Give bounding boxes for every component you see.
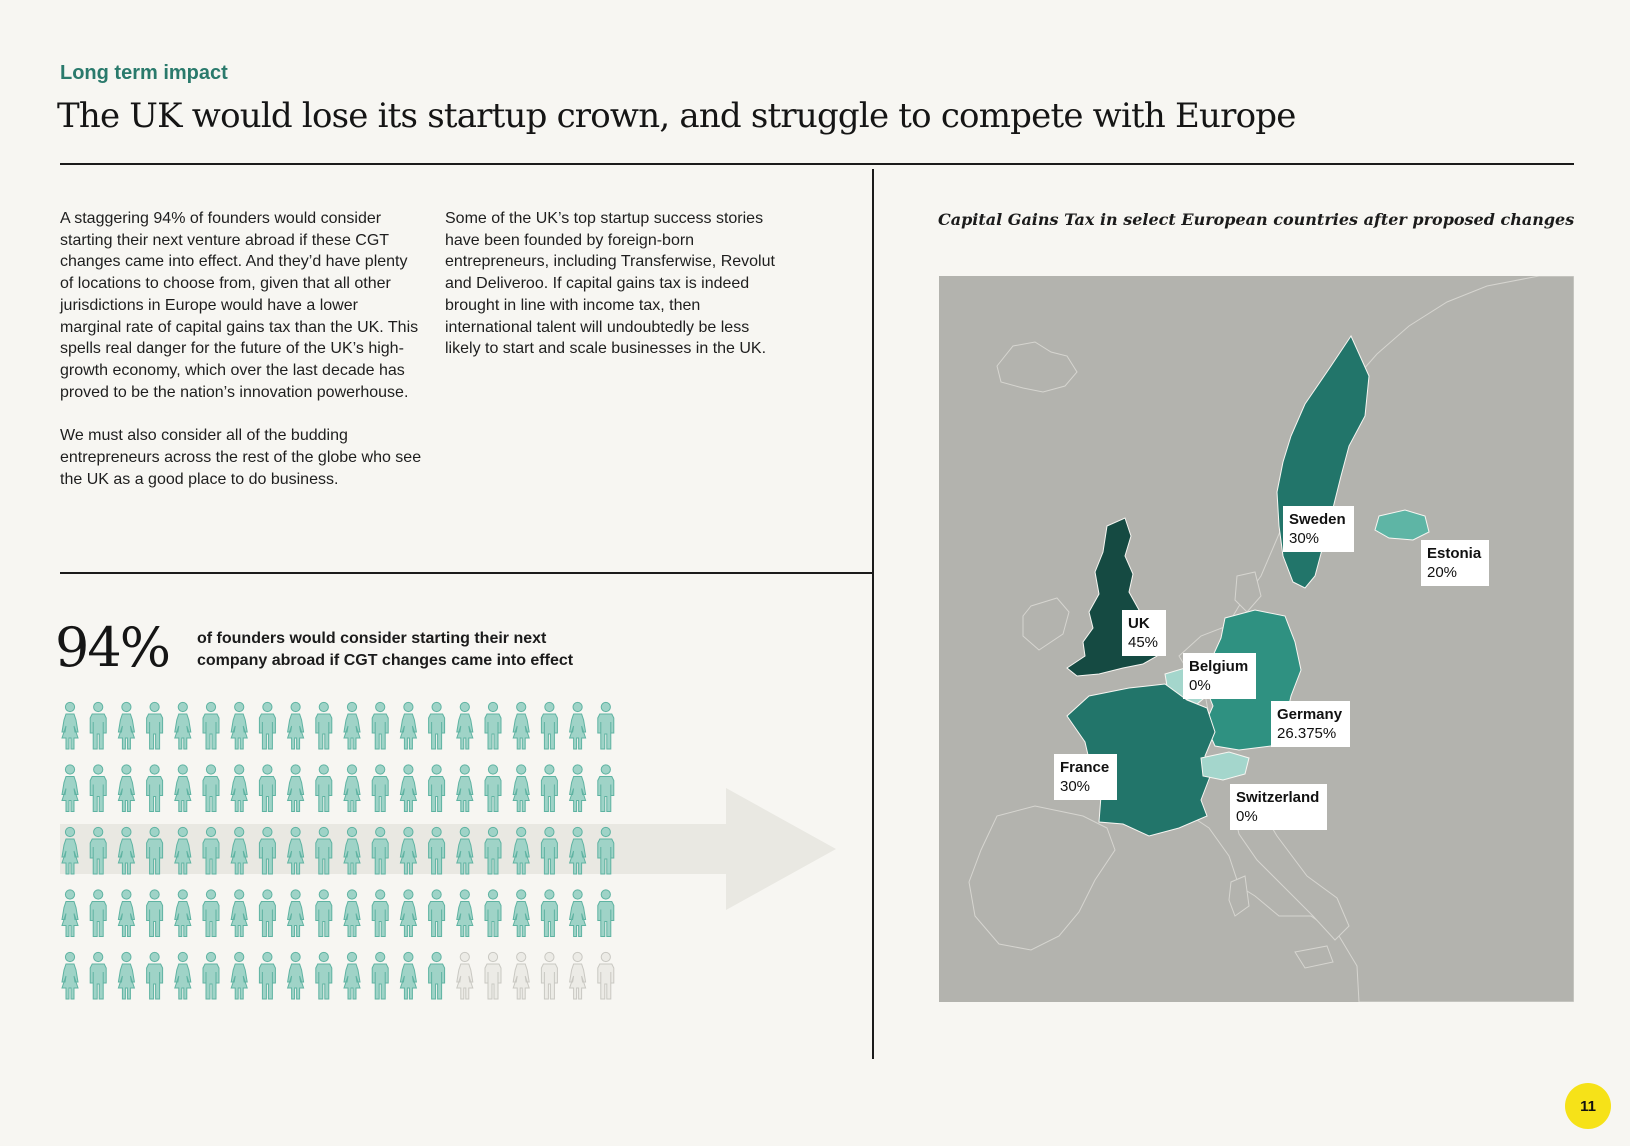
person-icon-filled (598, 702, 614, 749)
person-icon-filled (62, 890, 78, 937)
person-icon-filled (372, 952, 388, 999)
person-icon-filled (457, 890, 473, 937)
country-value: 26.375% (1277, 725, 1337, 742)
person-icon-filled (372, 765, 388, 812)
person-icon-filled (400, 890, 416, 937)
label-belgium (1183, 653, 1256, 699)
person-icon-filled (175, 765, 191, 812)
person-icon-filled (485, 765, 501, 812)
person-icon-filled (344, 702, 360, 749)
person-icon-filled (429, 952, 445, 999)
person-icon-filled (288, 702, 304, 749)
person-icon-empty (485, 952, 501, 999)
person-icon-filled (118, 765, 134, 812)
country-name: France (1060, 759, 1110, 776)
person-icon-filled (541, 890, 557, 937)
person-icon-filled (62, 952, 78, 999)
person-icon-filled (259, 765, 275, 812)
person-icon-filled (541, 702, 557, 749)
person-icon-filled (316, 702, 332, 749)
person-icon-filled (118, 702, 134, 749)
person-icon-filled (259, 952, 275, 999)
person-icon-filled (316, 765, 332, 812)
country-name: Switzerland (1236, 789, 1320, 806)
person-icon-filled (344, 952, 360, 999)
page-number-badge: 11 (1565, 1083, 1611, 1129)
country-value: 30% (1289, 530, 1320, 547)
map-title: Capital Gains Tax in select European countries after proposed changes (938, 210, 1575, 229)
person-icon-filled (147, 702, 163, 749)
person-icon-filled (429, 765, 445, 812)
person-icon-filled (598, 765, 614, 812)
person-icon-filled (485, 890, 501, 937)
person-icon-filled (288, 765, 304, 812)
person-icon-filled (400, 702, 416, 749)
person-icon-filled (259, 702, 275, 749)
people-pictogram (0, 680, 860, 1010)
country-name: Estonia (1427, 545, 1482, 562)
person-icon-empty (570, 952, 586, 999)
country-value: 0% (1236, 808, 1258, 825)
middle-divider (60, 572, 873, 574)
person-icon-filled (570, 890, 586, 937)
person-icon-filled (485, 702, 501, 749)
person-icon-filled (231, 952, 247, 999)
label-uk (1122, 610, 1166, 656)
person-icon-filled (570, 702, 586, 749)
person-icon-filled (513, 890, 529, 937)
person-icon-filled (203, 702, 219, 749)
person-icon-filled (400, 765, 416, 812)
person-icon-filled (344, 890, 360, 937)
stat-caption: of founders would consider starting their next company abroad if CGT changes came into effect (197, 630, 574, 669)
country-name: UK (1128, 615, 1150, 632)
person-icon-filled (541, 765, 557, 812)
person-icon-filled (288, 890, 304, 937)
person-icon-filled (513, 702, 529, 749)
person-icon-filled (175, 890, 191, 937)
person-icon-filled (118, 952, 134, 999)
person-icon-filled (175, 702, 191, 749)
label-france (1054, 754, 1117, 800)
person-icon-filled (316, 890, 332, 937)
person-icon-filled (231, 702, 247, 749)
person-icon-filled (259, 890, 275, 937)
person-icon-filled (372, 890, 388, 937)
person-icon-filled (457, 702, 473, 749)
body-paragraph: Some of the UK’s top startup success stories have been founded by foreign-born entrepreneurs, including Transferwise, Revolut and Deliveroo. If capital gains tax is indeed brought in line with income tax, then international talent will undoubtedly be less likely to start and scale businesses in the UK. (445, 210, 775, 358)
person-icon-filled (90, 952, 106, 999)
person-icon-filled (288, 952, 304, 999)
top-divider (60, 163, 1574, 165)
person-icon-filled (513, 765, 529, 812)
person-icon-filled (429, 702, 445, 749)
person-icon-empty (598, 952, 614, 999)
person-icon-filled (598, 890, 614, 937)
europe-map (939, 276, 1574, 1002)
person-icon-filled (203, 765, 219, 812)
country-name: Belgium (1189, 658, 1249, 675)
label-sweden (1283, 506, 1354, 552)
page-title: The UK would lose its startup crown, and struggle to compete with Europe (57, 96, 1296, 136)
person-icon-empty (457, 952, 473, 999)
country-value: 0% (1189, 677, 1211, 694)
person-icon-filled (203, 952, 219, 999)
person-icon-filled (231, 890, 247, 937)
person-icon-filled (62, 702, 78, 749)
person-icon-filled (147, 890, 163, 937)
label-estonia (1421, 540, 1489, 586)
country-value: 20% (1427, 564, 1458, 581)
label-switzerland (1230, 784, 1327, 830)
person-icon-empty (541, 952, 557, 999)
section-kicker: Long term impact (60, 62, 228, 84)
country-value: 45% (1128, 634, 1159, 651)
person-icon-filled (62, 765, 78, 812)
person-icon-filled (316, 952, 332, 999)
person-icon-filled (118, 890, 134, 937)
body-paragraph: A staggering 94% of founders would consider starting their next venture abroad if these CGT changes came into effect. And they’d have plenty of locations to choose from, given that all other jurisdictions in Europe would have a lower marginal rate of capital gains tax than the UK. This spells real danger for the future of the UK’s high-growth economy, which over the last decade has proved to be the nation’s innovation powerhouse. (60, 210, 419, 401)
person-icon-filled (457, 765, 473, 812)
person-icon-filled (147, 952, 163, 999)
person-icon-filled (175, 952, 191, 999)
person-icon-filled (90, 890, 106, 937)
country-name: Germany (1277, 706, 1343, 723)
person-icon-filled (203, 890, 219, 937)
person-icon-filled (429, 890, 445, 937)
person-icon-filled (147, 765, 163, 812)
person-icon-filled (344, 765, 360, 812)
person-icon-filled (372, 702, 388, 749)
label-germany (1271, 701, 1350, 747)
person-icon-filled (570, 765, 586, 812)
person-icon-filled (90, 765, 106, 812)
body-paragraph: We must also consider all of the budding entrepreneurs across the rest of the globe who see the UK as a good place to do business. (60, 427, 422, 488)
person-icon-filled (231, 765, 247, 812)
body-column-2 (445, 208, 785, 382)
person-icon-empty (513, 952, 529, 999)
country-value: 30% (1060, 778, 1091, 795)
body-column-1 (60, 208, 422, 512)
person-icon-filled (400, 952, 416, 999)
stat-value: 94% (55, 616, 170, 679)
country-name: Sweden (1289, 511, 1346, 528)
person-icon-filled (90, 702, 106, 749)
vertical-divider (872, 169, 874, 1059)
